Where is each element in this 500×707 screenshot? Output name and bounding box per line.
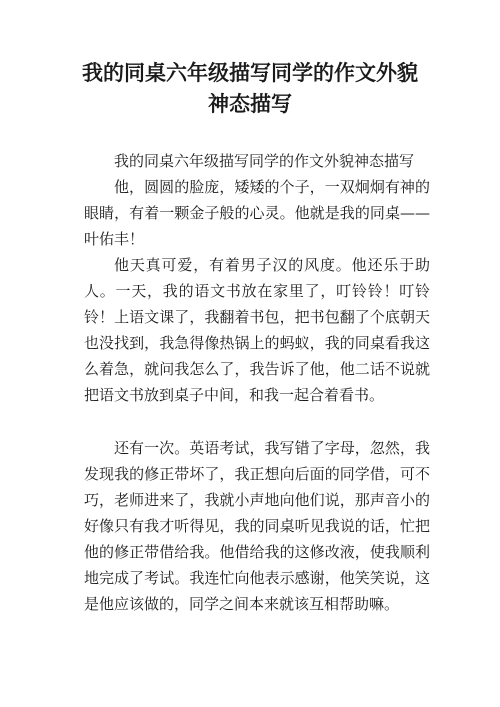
- title-line-1: 我的同桌六年级描写同学的作文外貌: [82, 61, 418, 85]
- paragraph-helpful: 他天真可爱，有着男子汉的风度。他还乐于助人。一天，我的语文书放在家里了，叮铃铃！叮铃铃！上语文课了，我翻着书包，把书包翻了个底朝天也没找到，我急得像热锅上的蚂蚁，我的同桌看我这么着急，就问我怎么了，我告诉了他，他二话不说就把语文书放到桌子中间，和我一起合着看书。: [84, 256, 430, 404]
- body-text-block-2: [84, 435, 430, 617]
- paragraph-heading: 我的同桌六年级描写同学的作文外貌神态描写: [114, 152, 415, 170]
- paragraph-description: 他，圆圆的脸庞，矮矮的个子，一双炯炯有神的眼睛，有着一颗金子般的心灵。他就是我的同桌——叶佑丰！: [84, 178, 430, 248]
- title-line-2: 神态描写: [208, 92, 292, 116]
- document-title: [40, 58, 460, 120]
- paragraph-exam: 还有一次。英语考试，我写错了字母，忽然，我发现我的修正带坏了，我正想向后面的同学借，可不巧，老师进来了，我就小声地向他们说，那声音小的好像只有我才听得见，我的同桌听见我说的话，忙把他的修正带借给我。他借给我的这修改液，使我顺利地完成了考试。我连忙向他表示感谢，他笑笑说，这是他应该做的，同学之间本来就该互相帮助嘛。: [84, 439, 430, 613]
- body-text-block-1: [84, 148, 430, 408]
